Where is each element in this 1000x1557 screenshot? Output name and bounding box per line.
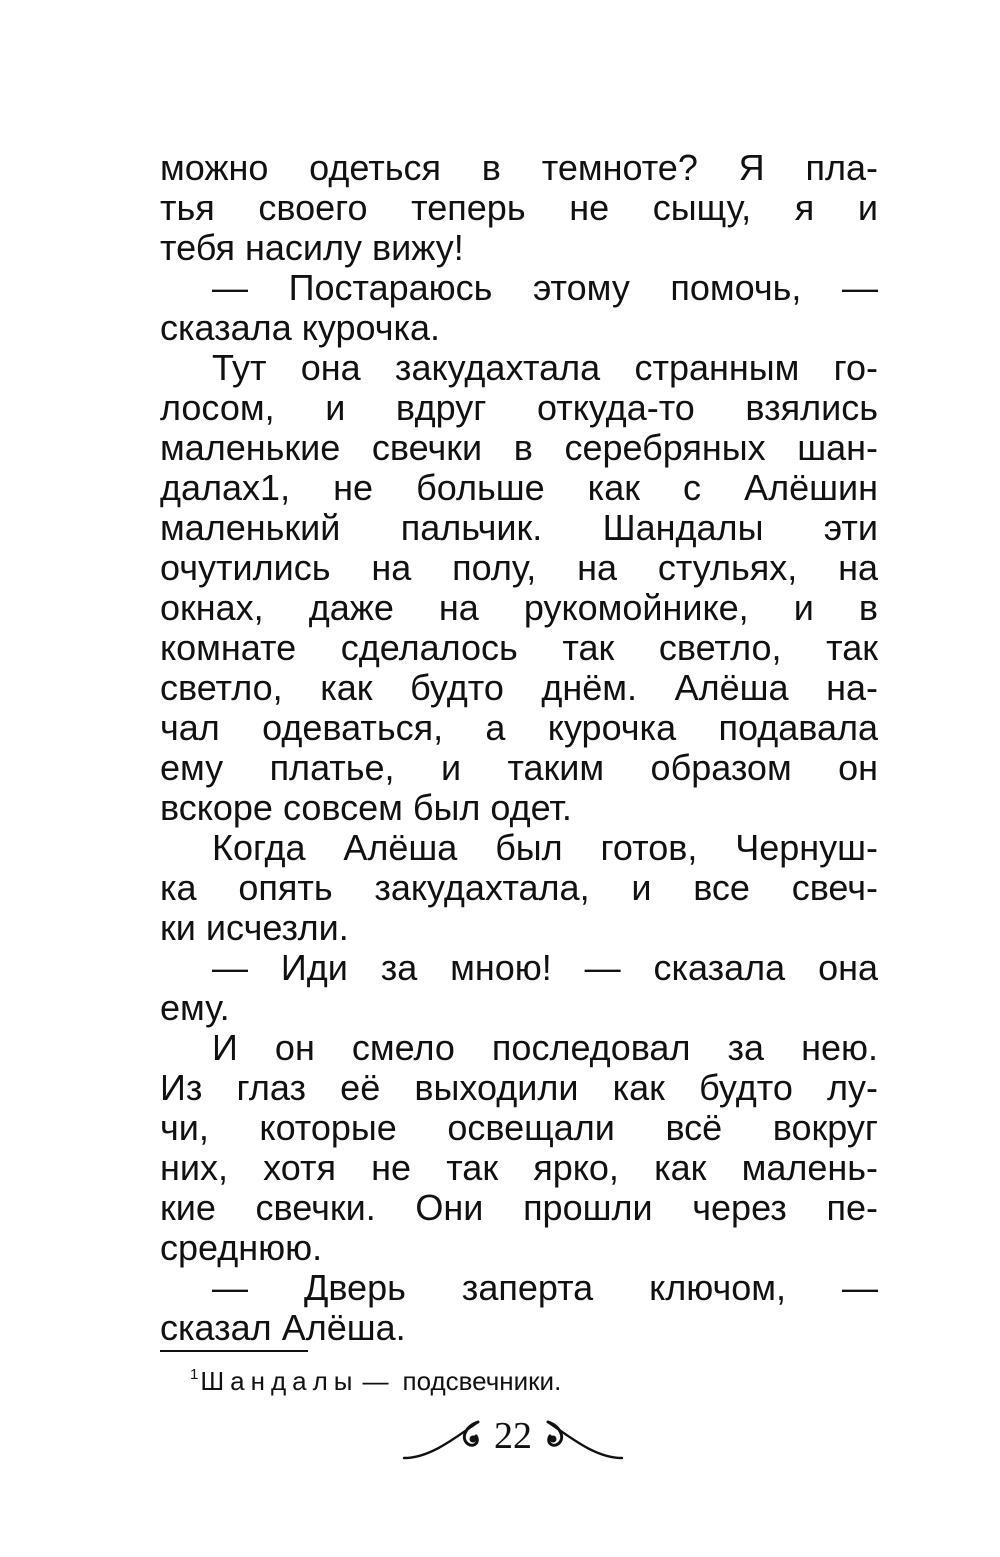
text-line: ки исчезли.	[160, 908, 349, 948]
text-line: комнате сделалось так светло, так	[160, 628, 878, 668]
text-line: сказала курочка.	[160, 308, 441, 348]
text-line: можно одеться в темноте? Я пла-	[160, 148, 878, 188]
text-line: — Дверь заперта ключом, —	[212, 1268, 878, 1308]
text-line: чал одеваться, а курочка подавала	[160, 708, 878, 748]
text-line: — Постараюсь этому помочь, —	[212, 268, 878, 308]
text-line: среднюю.	[160, 1228, 323, 1268]
page-number: 22	[494, 1415, 532, 1457]
text-line: тебя насилу вижу!	[160, 228, 464, 268]
text-line: чи, которые освещали всё вокруг	[160, 1108, 878, 1148]
text-line: светло, как будто днём. Алёша на-	[160, 668, 878, 708]
text-line: них, хотя не так ярко, как малень-	[160, 1148, 878, 1188]
text-line: лосом, и вдруг откуда-то взялись	[160, 388, 878, 428]
text-line: маленькие свечки в серебряных шан-	[160, 428, 878, 468]
text-line: кие свечки. Они прошли через пе-	[160, 1188, 878, 1228]
text-line: Тут она закудахтала странным го-	[212, 348, 878, 388]
text-line: маленький пальчик. Шандалы эти	[160, 508, 878, 548]
text-line: ему платье, и таким образом он	[160, 748, 878, 788]
footnote-definition: подсвечники.	[402, 1366, 562, 1396]
footnote-dash: —	[362, 1366, 389, 1396]
footnote-marker: 1	[190, 1366, 199, 1383]
text-line: сказал Алёша.	[160, 1308, 406, 1348]
page-number-ornament	[400, 1408, 626, 1464]
text-line: Когда Алёша был готов, Чернуш-	[212, 828, 878, 868]
text-line: ка опять закудахтала, и все свеч-	[160, 868, 878, 908]
footnote-term: Шандалы	[200, 1366, 359, 1396]
footnote-divider	[160, 1350, 308, 1352]
text-line: — Иди за мною! — сказала она	[212, 948, 878, 988]
page-body-text	[160, 148, 878, 1348]
text-line: тья своего теперь не сыщу, я и	[160, 188, 878, 228]
text-line: ему.	[160, 988, 230, 1028]
text-line: Из глаз её выходили как будто лу-	[160, 1068, 878, 1108]
text-line: вскоре совсем был одет.	[160, 788, 572, 828]
footnote	[190, 1358, 561, 1398]
text-line: очутились на полу, на стульях, на	[160, 548, 878, 588]
text-line: далах1, не больше как с Алёшин	[160, 468, 878, 508]
text-line: окнах, даже на рукомойнике, и в	[160, 588, 878, 628]
text-line: И он смело последовал за нею.	[212, 1028, 878, 1068]
